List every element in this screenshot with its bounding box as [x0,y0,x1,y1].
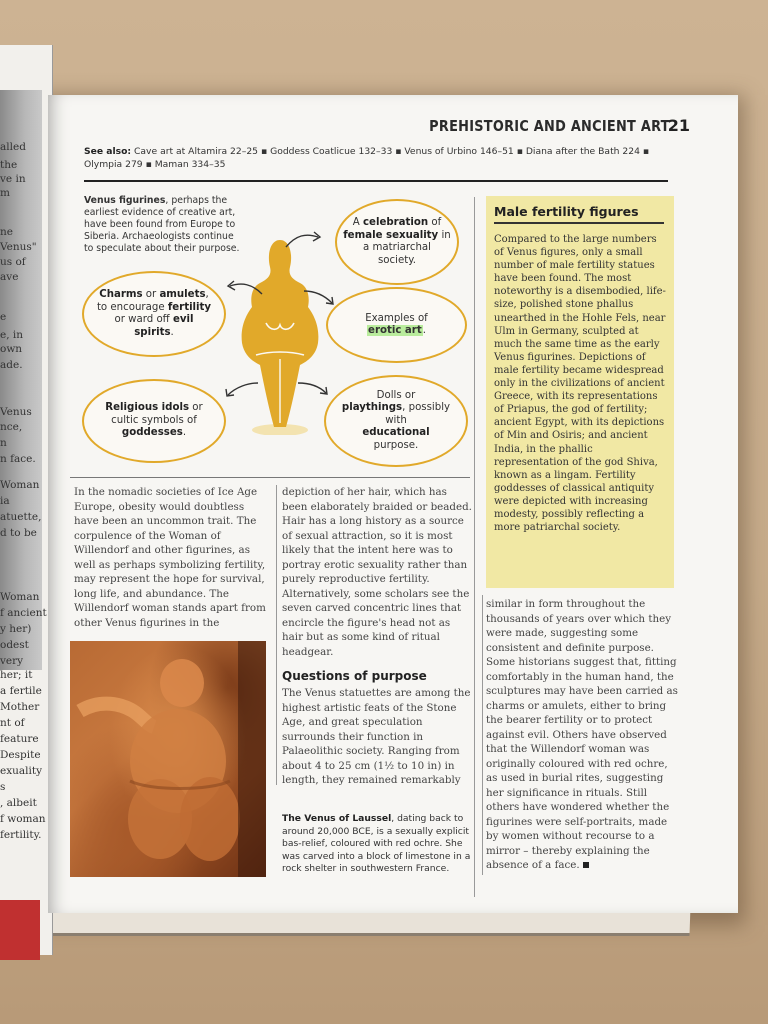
body-column-2b: The Venus statuettes are among the highest artistic feats of the Stone Age, and great speculation surrounds their function in Palaeolithic society. Ranging from about 4 to 25 cm (1½ to 10 in) in length, they remained remarkably [282,687,471,786]
left-page-fragment: nce, [0,421,23,433]
arrow-icon [284,229,324,251]
bubble-text: . [422,325,426,336]
column-divider [474,197,475,897]
left-page-fragment: nt of [0,717,25,729]
left-page-fragment: us of [0,256,26,268]
left-page-fragment: ve in [0,173,26,185]
intro-bold: Venus figurines [84,195,166,206]
left-page-fragment: , albeit [0,797,37,809]
bubble-text: playthings [341,402,403,414]
left-page-fragment: Despite [0,749,41,761]
left-page-fragment: n [0,437,7,449]
left-page-fragment: e, in [0,329,24,341]
column-divider [276,485,277,785]
bubble-text: or [142,289,160,300]
section-heading: Questions of purpose [282,669,427,683]
left-page-fragment: m [0,187,10,199]
venus-of-laussel-photo [70,641,266,877]
left-page-fragment: n face. [0,453,36,465]
left-page-fragment: exuality [0,765,43,777]
left-page-fragment: f ancient [0,607,47,619]
bubble-erotic-art [326,287,467,363]
left-page-fragment: y her) [0,623,32,635]
body-column-3-text: similar in form throughout the thousands of years over which they were made, suggesting some consistent and definite purpose. Some historians suggest that, fitting comfortably in the human hand, the sculptures may have been carried as charms or amulets, either to bring the bearer fertility or to protect against evil. Others have observed that the Willendorf woman was originally coloured with red ochre, as used in burial rites, suggesting her significance in rituals. Still others have wondered whether the figurines were self-portraits, made by women without recourse to a mirror – thereby explaining the absence of a face. [486,598,678,871]
arrow-icon [296,377,332,399]
left-page-fragment: own [0,343,23,355]
bubble-text: , to encourage [96,289,209,313]
bubble-text: celebration [363,217,429,228]
see-also-text: Cave art at Altamira 22–25 ▪ Goddess Coatlicue 132–33 ▪ Venus of Urbino 146–51 ▪ Diana after the Bath 224 ▪ Olympia 279 ▪ Maman 334–35 [84,146,650,170]
header-rule [84,180,668,182]
left-page-fragment: Venus" [0,241,37,253]
bubble-text: . [170,326,174,338]
body-column-1: In the nomadic societies of Ice Age Europe, obesity would doubtless have been an uncommon trait. The corpulence of the Woman of Willendorf and other figurines, as well as perhaps symbolizing fertility, may represent the hope for survival, long life, and abundance. The Willendorf woman stands apart from other Venus figurines in the [74,486,266,629]
arrow-icon [224,278,264,300]
left-page-fragment: atuette, [0,511,42,523]
bubble-text: or cultic symbols of [111,402,203,426]
left-page-fragment: Mother [0,701,40,713]
left-page-fragment: Venus [0,406,32,418]
left-page-fragment: f woman [0,813,46,825]
caption-text: , dating back to around 20,000 BCE, is a sexually explicit bas-relief, coloured with red ochre. She was carved into a block of limestone in a rock shelter in southwestern France. [282,813,471,874]
diagram-intro [84,195,244,255]
left-page-fragment: Woman [0,591,40,603]
left-page-fragment: the [0,159,18,171]
caption-bold: The Venus of Laussel [282,813,392,824]
body-column-2: depiction of her hair, which has been elaborately braided or beaded. Hair has a long history as a source of sexual attraction, so it is most likely that the intent here was to portray erotic sexuality rather than purely reproductive fertility. Alternatively, some scholars see the seven carved concentric lines that encircle the figure's head not as hair but as some kind of ritual headgear. [282,486,472,658]
left-page-fragment: odest [0,639,29,651]
right-page [48,95,738,913]
photo-caption [282,813,478,876]
bubble-text: . [182,427,187,439]
left-page-fragment: s [0,781,6,793]
page-number: 21 [667,116,690,135]
left-page-fragment: ia [0,495,10,507]
see-also [84,146,674,171]
left-page-fragment: ave [0,271,19,283]
bubble-text: Charms [99,289,143,300]
bubble-text: purpose. [373,439,419,451]
bubble-text: or ward off [114,314,173,325]
running-header: PREHISTORIC AND ANCIENT ART [429,117,670,135]
sidebar-box [486,196,674,588]
highlighted-term: erotic art [368,325,422,336]
left-page-fragment: alled [0,141,26,153]
arrow-icon [302,287,338,309]
left-page-fragment: a fertile [0,685,42,697]
relief-figure-illustration [70,641,266,877]
bubble-text: Dolls or [376,389,416,401]
arrow-icon [222,377,262,399]
bubble-religious-idols [82,379,226,463]
bubble-text: goddesses [121,427,183,439]
left-page-fragment: fertility. [0,829,42,841]
bubble-text: of [428,217,442,228]
left-page-fragment: ade. [0,359,23,371]
bubble-text: A [352,217,363,228]
left-page [0,45,53,955]
left-page-fragment: Woman [0,479,40,491]
left-page-fragment: very [0,655,24,667]
left-page-fragment: feature [0,733,39,745]
bubble-charms [82,271,226,357]
bubble-celebration [335,199,459,285]
bubble-text: Religious idols [105,402,190,414]
intro-text: , perhaps the earliest evidence of creative art, have been found from Europe to Siberia. Archaeologists continue to speculate about their purpose. [84,195,240,254]
book-cover-edge [0,900,40,960]
left-page-fragment: d to be [0,527,37,539]
bubble-text: evil spirits [134,314,194,338]
see-also-label: See also: [84,146,132,157]
sidebar-body: Compared to the large numbers of Venus figures, only a small number of male fertility statues have been found. The most noteworthy is a disembodied, life-size, polished stone phallus unearthed in the Hohle Fels, near Ulm in Germany, sculpted at much the same time as the early Venus figurines. Depictions of male fertility became widespread only in the civilizations of ancient Greece, with its representations of Priapus, the god of fertility; ancient Egypt, with its depictions of Min and Osiris; and ancient India, in the phallic representation of the god Shiva, known as a lingam. Fertility goddesses of classical antiquity were depicted with increasing modesty, possibly reflecting a more patriarchal society. [494,234,666,534]
bubble-text: female sexuality [343,229,439,241]
bubble-text: Examples of [365,312,428,324]
left-page-fragment: ne [0,226,13,238]
bubble-text: amulets [159,289,206,300]
body-column-3 [486,597,682,873]
bubble-text: in a matriarchal society. [363,229,451,266]
left-page-fragment: e [0,311,7,323]
left-page-fragment: her; it [0,669,33,681]
bubble-playthings [324,375,468,467]
bubble-text: fertility [167,301,212,313]
bubble-text: educational [362,427,430,439]
column-divider [482,595,483,875]
end-mark-icon [583,862,589,868]
sidebar-title: Male fertility figures [494,204,664,224]
diagram-rule [70,477,470,478]
bubble-text: , possibly with [385,402,451,426]
venus-figurine-illustration [230,235,330,435]
